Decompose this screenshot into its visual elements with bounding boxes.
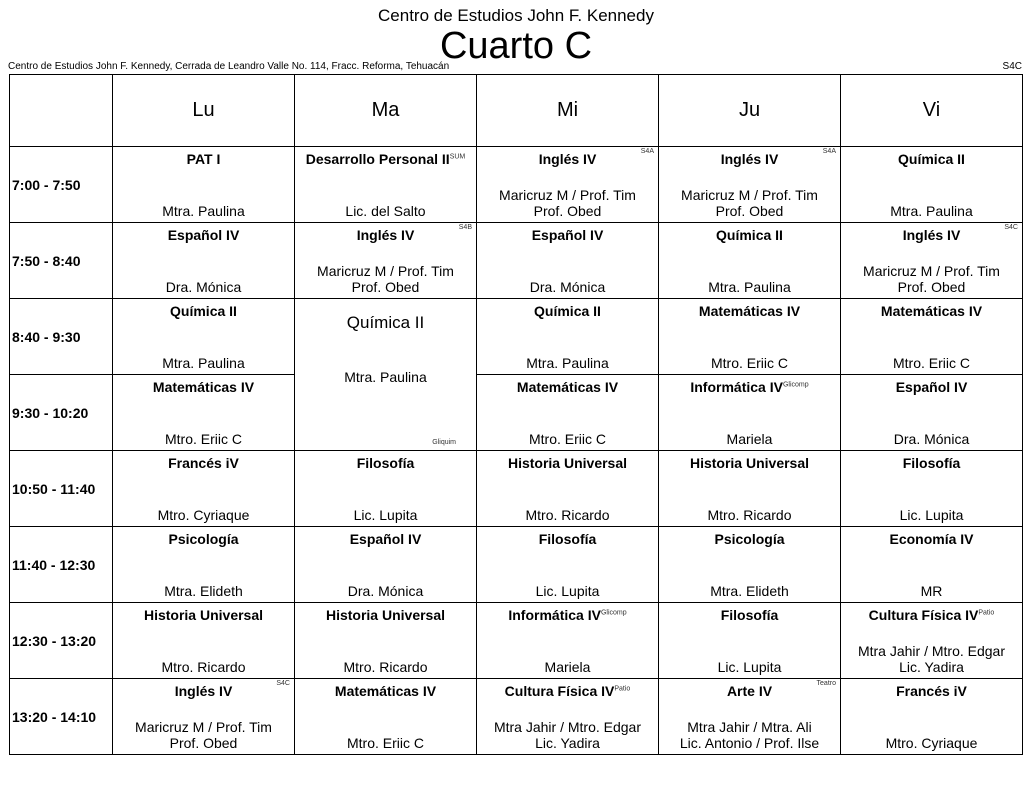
teacher-name: MR — [920, 583, 943, 599]
teacher-name — [841, 643, 1022, 675]
subject-label: Cultura Física IV — [504, 683, 615, 699]
teacher-name: Lic. Lupita — [353, 507, 418, 523]
time-label: 7:00 - 7:50 — [10, 147, 113, 223]
subject-name — [113, 531, 294, 547]
class-cell — [295, 299, 477, 451]
teacher-name — [659, 719, 840, 751]
teacher-name: Mtra. Paulina — [526, 355, 609, 371]
subject-name — [841, 379, 1022, 395]
subject-label: Inglés IV — [902, 227, 961, 243]
subject-label: Matemáticas IV — [334, 683, 437, 699]
teacher-name: Mtro. Cyriaque — [157, 507, 250, 523]
teacher-line: Maricruz M / Prof. Tim — [863, 263, 1000, 279]
room-label: Patio — [978, 609, 995, 617]
teacher-name: Dra. Mónica — [165, 279, 242, 295]
teacher-name: Dra. Mónica — [529, 279, 606, 295]
teacher-name: Mtro. Cyriaque — [885, 735, 978, 751]
subject-name — [113, 151, 294, 167]
class-cell — [113, 451, 295, 527]
subject-label: Historia Universal — [325, 607, 446, 623]
subject-label: Informática IV — [690, 379, 783, 395]
class-cell — [477, 223, 659, 299]
subject-label: Español IV — [895, 379, 968, 395]
teacher-name: Lic. Lupita — [535, 583, 600, 599]
class-cell — [477, 299, 659, 375]
class-cell — [113, 375, 295, 451]
class-cell — [841, 375, 1023, 451]
subject-label: Inglés IV — [174, 683, 233, 699]
teacher-line: Prof. Obed — [715, 203, 784, 219]
room-label: Teatro — [816, 680, 836, 687]
subject-label: Francés iV — [168, 455, 239, 471]
room-label: Glicomp — [600, 609, 627, 617]
subject-name — [113, 455, 294, 471]
class-cell — [477, 679, 659, 755]
subject-label: Desarrollo Personal II — [305, 151, 450, 167]
subject-label: Química II — [716, 227, 783, 243]
subject-label: Historia Universal — [507, 455, 628, 471]
room-label: S4C — [1004, 224, 1018, 231]
time-label: 10:50 - 11:40 — [10, 451, 113, 527]
class-cell — [295, 223, 477, 299]
subject-name — [841, 227, 1022, 243]
class-cell — [841, 679, 1023, 755]
day-header: Ma — [295, 75, 477, 147]
subject-name — [659, 379, 840, 395]
subject-name — [113, 303, 294, 319]
subject-name — [659, 227, 840, 243]
teacher-name: Lic. Lupita — [717, 659, 782, 675]
class-cell — [113, 679, 295, 755]
room-label: S4A — [822, 148, 836, 155]
teacher-line: Mtra Jahir / Mtra. Ali — [687, 719, 812, 735]
corner-cell — [10, 75, 113, 147]
header-row — [10, 75, 1023, 147]
time-slot-row — [10, 375, 1023, 451]
teacher-line: Lic. Antonio / Prof. Ilse — [679, 735, 820, 751]
time-slot-row — [10, 147, 1023, 223]
subject-label: Química II — [170, 303, 237, 319]
teacher-line: Lic. Yadira — [899, 659, 964, 675]
subject-name — [841, 607, 1022, 623]
teacher-line: Prof. Obed — [351, 279, 420, 295]
teacher-name: Mtro. Eriic C — [711, 355, 788, 371]
class-cell — [113, 603, 295, 679]
class-cell — [295, 679, 477, 755]
day-header: Vi — [841, 75, 1023, 147]
teacher-line: Maricruz M / Prof. Tim — [681, 187, 818, 203]
subject-name — [841, 531, 1022, 547]
teacher-name: Mtro. Eriic C — [347, 735, 424, 751]
teacher-name: Mtro. Eriic C — [165, 431, 242, 447]
class-cell — [477, 451, 659, 527]
teacher-name: Lic. del Salto — [345, 203, 426, 219]
subject-label: Historia Universal — [689, 455, 810, 471]
time-label: 13:20 - 14:10 — [10, 679, 113, 755]
time-slot-row — [10, 451, 1023, 527]
time-label: 9:30 - 10:20 — [10, 375, 113, 451]
subject-name — [659, 531, 840, 547]
class-cell — [841, 299, 1023, 375]
room-label: SUM — [449, 153, 466, 161]
class-cell — [295, 527, 477, 603]
class-cell — [841, 147, 1023, 223]
subject-name — [659, 455, 840, 471]
time-slot-row — [10, 223, 1023, 299]
school-address: Centro de Estudios John F. Kennedy, Cerrada de Leandro Valle No. 114, Fracc. Reforma, Tehuacán — [8, 61, 450, 72]
teacher-line: Prof. Obed — [533, 203, 602, 219]
teacher-name: Mtro. Ricardo — [707, 507, 792, 523]
subject-label: Filosofía — [538, 531, 597, 547]
subject-label: Español IV — [349, 531, 422, 547]
subject-label: Matemáticas IV — [880, 303, 983, 319]
day-header: Lu — [113, 75, 295, 147]
teacher-name — [659, 187, 840, 219]
subject-name — [477, 531, 658, 547]
subject-label: Química II — [898, 151, 965, 167]
room-label: Glicomp — [782, 381, 809, 389]
teacher-name: Mtra. Paulina — [344, 369, 427, 385]
subject-label: Inglés IV — [720, 151, 779, 167]
room-label: S4A — [640, 148, 654, 155]
subject-label: Historia Universal — [143, 607, 264, 623]
subject-name — [295, 607, 476, 623]
subject-label: PAT I — [186, 151, 221, 167]
subject-name — [113, 607, 294, 623]
teacher-name — [477, 187, 658, 219]
subject-name — [841, 455, 1022, 471]
class-cell — [477, 603, 659, 679]
subject-name — [659, 303, 840, 319]
teacher-line: Mtra Jahir / Mtro. Edgar — [857, 643, 1006, 659]
teacher-name: Mtra. Paulina — [162, 355, 245, 371]
subject-label: Arte IV — [726, 683, 773, 699]
class-cell — [659, 679, 841, 755]
room-label: Gliquim — [432, 439, 456, 446]
time-slot-row — [10, 603, 1023, 679]
subject-name — [113, 227, 294, 243]
class-cell — [841, 223, 1023, 299]
teacher-name — [841, 263, 1022, 295]
class-cell — [659, 147, 841, 223]
subject-name — [295, 227, 476, 243]
time-slot-row — [10, 299, 1023, 375]
teacher-name: Mariela — [544, 659, 591, 675]
teacher-name: Dra. Mónica — [347, 583, 424, 599]
time-label: 11:40 - 12:30 — [10, 527, 113, 603]
subject-name — [477, 683, 658, 699]
subject-label: Español IV — [167, 227, 240, 243]
class-cell — [113, 223, 295, 299]
class-title: Cuarto C — [439, 25, 593, 67]
subject-label: Matemáticas IV — [698, 303, 801, 319]
subject-label: Economía IV — [889, 531, 974, 547]
teacher-name: Mtro. Ricardo — [525, 507, 610, 523]
subject-label: Filosofía — [902, 455, 961, 471]
subject-label: Química II — [534, 303, 601, 319]
subject-label: Filosofía — [720, 607, 779, 623]
teacher-name: Mtro. Eriic C — [893, 355, 970, 371]
class-cell — [659, 527, 841, 603]
teacher-name: Dra. Mónica — [893, 431, 970, 447]
class-cell — [659, 451, 841, 527]
subject-label: Francés iV — [896, 683, 967, 699]
subject-name — [477, 151, 658, 167]
subject-name — [477, 303, 658, 319]
time-label: 7:50 - 8:40 — [10, 223, 113, 299]
room-label: S4B — [458, 224, 472, 231]
subject-name — [841, 303, 1022, 319]
teacher-name — [295, 263, 476, 295]
teacher-line: Maricruz M / Prof. Tim — [499, 187, 636, 203]
subject-name — [841, 683, 1022, 699]
class-cell — [659, 603, 841, 679]
school-title: Centro de Estudios John F. Kennedy — [378, 6, 654, 25]
teacher-line: Mtra Jahir / Mtro. Edgar — [493, 719, 642, 735]
teacher-name: Lic. Lupita — [899, 507, 964, 523]
subject-label: Psicología — [714, 531, 785, 547]
room-label: Patio — [614, 685, 631, 693]
teacher-name: Mtro. Ricardo — [343, 659, 428, 675]
teacher-line: Prof. Obed — [897, 279, 966, 295]
room-label: S4C — [276, 680, 290, 687]
subject-name — [841, 151, 1022, 167]
class-cell — [295, 603, 477, 679]
class-cell — [659, 375, 841, 451]
time-slot-row — [10, 679, 1023, 755]
teacher-name: Mtro. Ricardo — [161, 659, 246, 675]
teacher-name: Mtro. Eriic C — [529, 431, 606, 447]
subject-name — [295, 455, 476, 471]
teacher-name: Mariela — [726, 431, 773, 447]
subject-name — [113, 683, 294, 699]
schedule-table — [9, 74, 1023, 755]
day-header: Mi — [477, 75, 659, 147]
teacher-line: Prof. Obed — [169, 735, 238, 751]
subject-label: Matemáticas IV — [516, 379, 619, 395]
class-cell — [477, 375, 659, 451]
teacher-line: Maricruz M / Prof. Tim — [317, 263, 454, 279]
day-header: Ju — [659, 75, 841, 147]
subject-name — [477, 607, 658, 623]
subject-label: Español IV — [531, 227, 604, 243]
subject-name — [659, 151, 840, 167]
class-cell — [113, 527, 295, 603]
subject-label: Inglés IV — [538, 151, 597, 167]
subject-name — [477, 379, 658, 395]
subject-label: Informática IV — [508, 607, 601, 623]
class-cell — [477, 147, 659, 223]
time-label: 12:30 - 13:20 — [10, 603, 113, 679]
teacher-line: Maricruz M / Prof. Tim — [135, 719, 272, 735]
subject-name — [477, 455, 658, 471]
class-cell — [113, 147, 295, 223]
teacher-line: Lic. Yadira — [535, 735, 600, 751]
class-cell — [295, 451, 477, 527]
teacher-name: Mtra. Elideth — [164, 583, 243, 599]
class-cell — [295, 147, 477, 223]
subject-label: Filosofía — [356, 455, 415, 471]
subject-name — [295, 151, 476, 167]
teacher-name: Mtra. Paulina — [708, 279, 791, 295]
subject-label: Química II — [346, 313, 425, 332]
teacher-name: Mtra. Elideth — [710, 583, 789, 599]
teacher-name: Mtra. Paulina — [162, 203, 245, 219]
class-cell — [477, 527, 659, 603]
subject-label: Inglés IV — [356, 227, 415, 243]
class-cell — [659, 223, 841, 299]
schedule-code: S4C — [1002, 61, 1022, 72]
subject-label: Cultura Física IV — [868, 607, 979, 623]
subject-label: Matemáticas IV — [152, 379, 255, 395]
subject-name — [659, 607, 840, 623]
class-cell — [113, 299, 295, 375]
subject-label: Psicología — [168, 531, 239, 547]
subject-name — [477, 227, 658, 243]
teacher-name — [477, 719, 658, 751]
teacher-name: Mtra. Paulina — [890, 203, 973, 219]
subject-name — [659, 683, 840, 699]
time-slot-row — [10, 527, 1023, 603]
teacher-name — [113, 719, 294, 751]
subject-name — [295, 683, 476, 699]
class-cell — [841, 451, 1023, 527]
time-label: 8:40 - 9:30 — [10, 299, 113, 375]
subject-name — [113, 379, 294, 395]
subject-name — [295, 313, 476, 333]
class-cell — [841, 527, 1023, 603]
class-cell — [659, 299, 841, 375]
subject-name — [295, 531, 476, 547]
class-cell — [841, 603, 1023, 679]
